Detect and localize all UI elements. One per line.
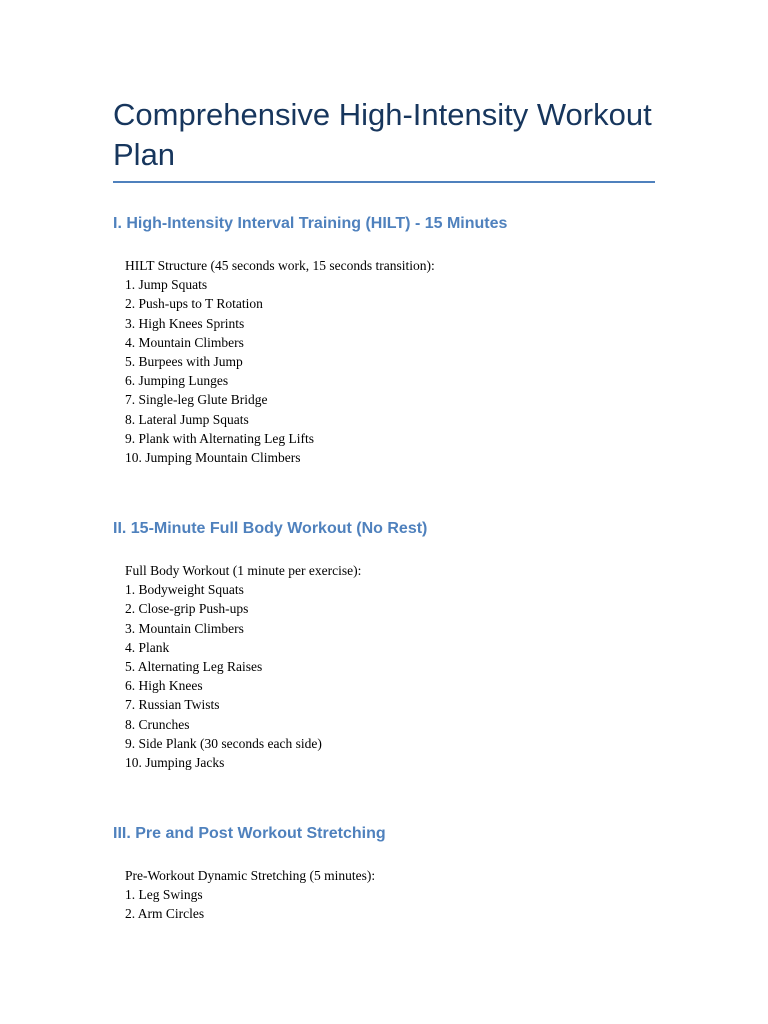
list-item: 10. Jumping Jacks	[125, 755, 225, 771]
list-item: 9. Side Plank (30 seconds each side)	[125, 735, 322, 751]
list-item: 7. Single-leg Glute Bridge	[125, 392, 268, 408]
list-item: 2. Arm Circles	[125, 906, 205, 922]
section-body-hilt	[125, 256, 435, 467]
section-intro: HILT Structure (45 seconds work, 15 seconds transition):	[125, 258, 435, 273]
list-item: 6. Jumping Lunges	[125, 373, 229, 389]
section-intro: Full Body Workout (1 minute per exercise):	[125, 563, 362, 578]
list-item: 5. Burpees with Jump	[125, 354, 243, 370]
list-item: 1. Jump Squats	[125, 277, 208, 293]
list-item: 4. Mountain Climbers	[125, 334, 244, 350]
list-item: 10. Jumping Mountain Climbers	[125, 450, 301, 466]
document-title: Comprehensive High-Intensity Workout Plan	[113, 95, 655, 183]
list-item: 5. Alternating Leg Raises	[125, 659, 263, 675]
list-item: 2. Close-grip Push-ups	[125, 601, 249, 617]
list-item: 6. High Knees	[125, 678, 203, 694]
list-item: 9. Plank with Alternating Leg Lifts	[125, 430, 314, 446]
list-item: 2. Push-ups to T Rotation	[125, 296, 263, 312]
section-heading-full-body: II. 15-Minute Full Body Workout (No Rest)	[113, 520, 428, 537]
section-body-full-body	[125, 561, 361, 772]
list-item: 8. Lateral Jump Squats	[125, 411, 249, 427]
section-body-stretching	[125, 866, 375, 924]
document-page	[113, 95, 655, 922]
list-item: 8. Crunches	[125, 716, 190, 732]
section-heading-stretching: III. Pre and Post Workout Stretching	[113, 825, 386, 842]
section-heading-hilt: I. High-Intensity Interval Training (HILT) - 15 Minutes	[113, 215, 508, 232]
list-item: 4. Plank	[125, 639, 170, 655]
list-item: 1. Bodyweight Squats	[125, 582, 244, 598]
list-item: 3. High Knees Sprints	[125, 315, 245, 331]
list-item: 3. Mountain Climbers	[125, 620, 244, 636]
list-item: 1. Leg Swings	[125, 887, 203, 903]
list-item: 7. Russian Twists	[125, 697, 220, 713]
section-intro: Pre-Workout Dynamic Stretching (5 minutes):	[125, 868, 376, 883]
